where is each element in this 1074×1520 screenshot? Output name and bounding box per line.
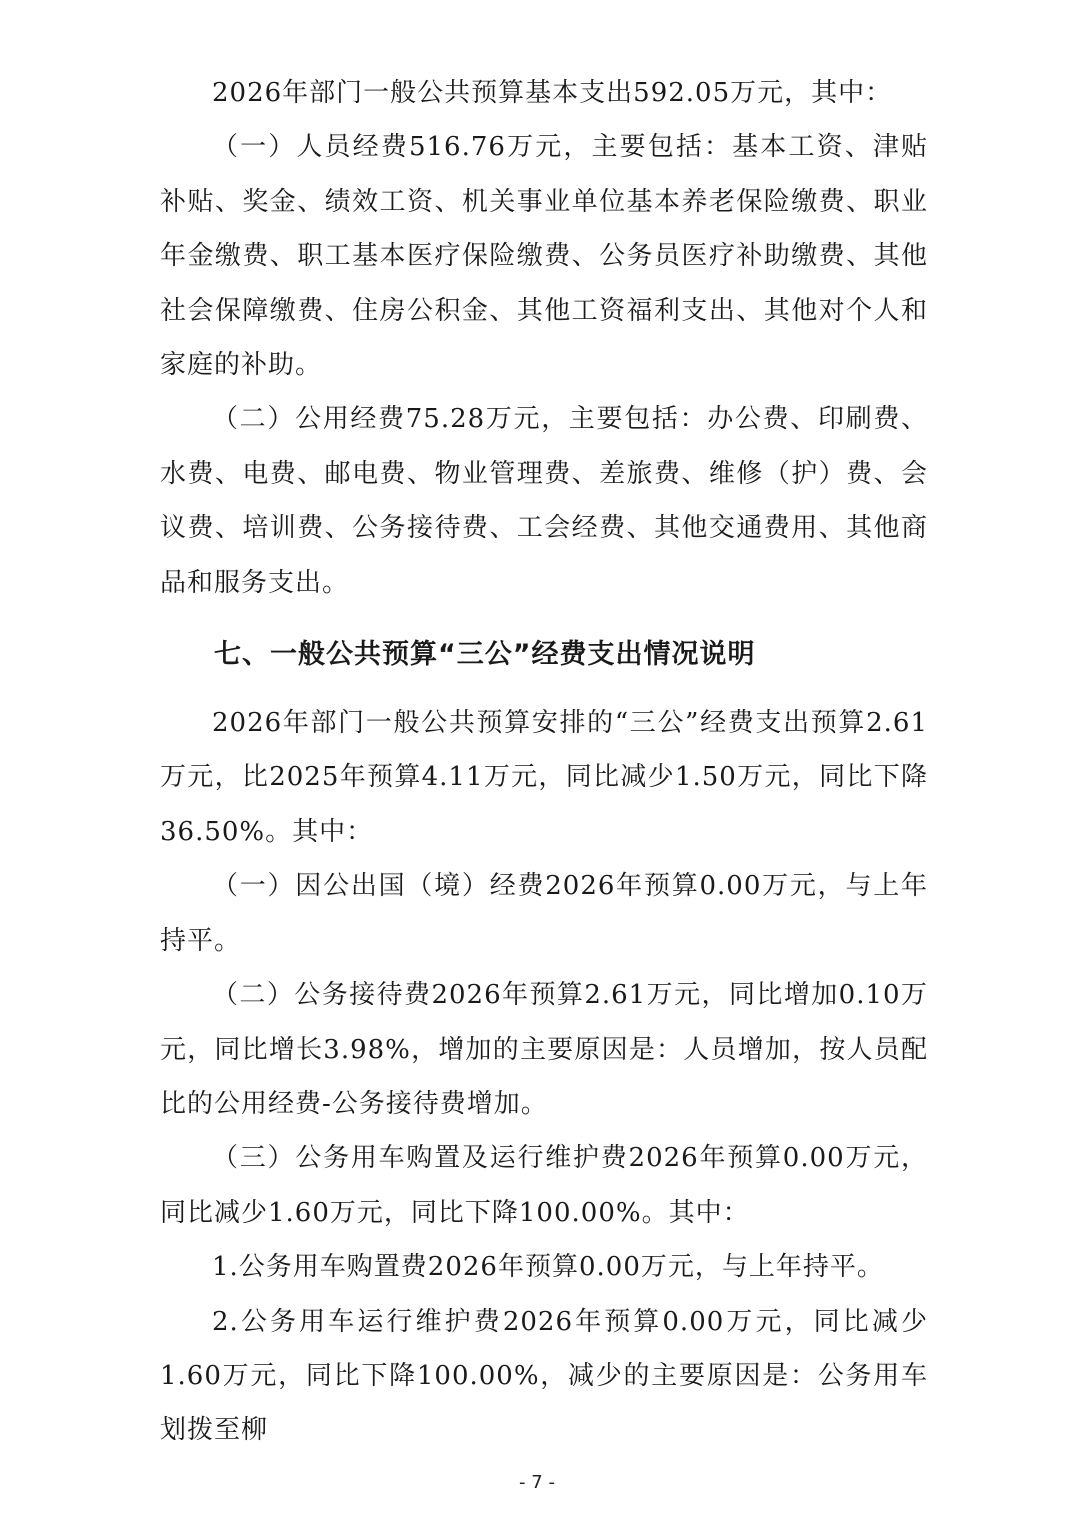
- section-heading-three-public: 七、一般公共预算“三公”经费支出情况说明: [214, 639, 756, 671]
- paragraph-overseas-travel: （一）因公出国（境）经费2026年预算0.00万元，与上年持平。: [160, 871, 928, 956]
- paragraph-vehicle-purchase: 1.公务用车购置费2026年预算0.00万元，与上年持平。: [212, 1252, 884, 1283]
- page-number: - 7 -: [519, 1472, 555, 1493]
- paragraph-vehicle-costs: （三）公务用车购置及运行维护费2026年预算0.00万元，同比减少1.60万元，同比下降100.00%。其中：: [160, 1143, 928, 1228]
- paragraph-basic-expenditure: 2026年部门一般公共预算基本支出592.05万元，其中：: [212, 78, 893, 108]
- paragraph-vehicle-maintenance: 2.公务用车运行维护费2026年预算0.00万元，同比减少1.60万元，同比下降100.00%，减少的主要原因是：公务用车划拨至柳: [160, 1306, 928, 1446]
- paragraph-three-public-summary: 2026年部门一般公共预算安排的“三公”经费支出预算2.61万元，比2025年预算4.11万元，同比减少1.50万元，同比下降36.50%。其中：: [160, 708, 928, 847]
- paragraph-public-costs: （二）公用经费75.28万元，主要包括：办公费、印刷费、水费、电费、邮电费、物业管理费、差旅费、维修（护）费、会议费、培训费、公务接待费、工会经费、其他交通费用、其他商品和服务支出。: [160, 404, 928, 598]
- paragraph-reception: （二）公务接待费2026年预算2.61万元，同比增加0.10万元，同比增长3.98%，增加的主要原因是：人员增加，按人员配比的公用经费-公务接待费增加。: [160, 980, 928, 1119]
- document-page: [160, 66, 928, 1458]
- paragraph-personnel-costs: （一）人员经费516.76万元，主要包括：基本工资、津贴补贴、奖金、绩效工资、机关事业单位基本养老保险缴费、职业年金缴费、职工基本医疗保险缴费、公务员医疗补助缴费、其他社会保障缴费、住房公积金、其他工资福利支出、其他对个人和家庭的补助。: [160, 132, 928, 381]
